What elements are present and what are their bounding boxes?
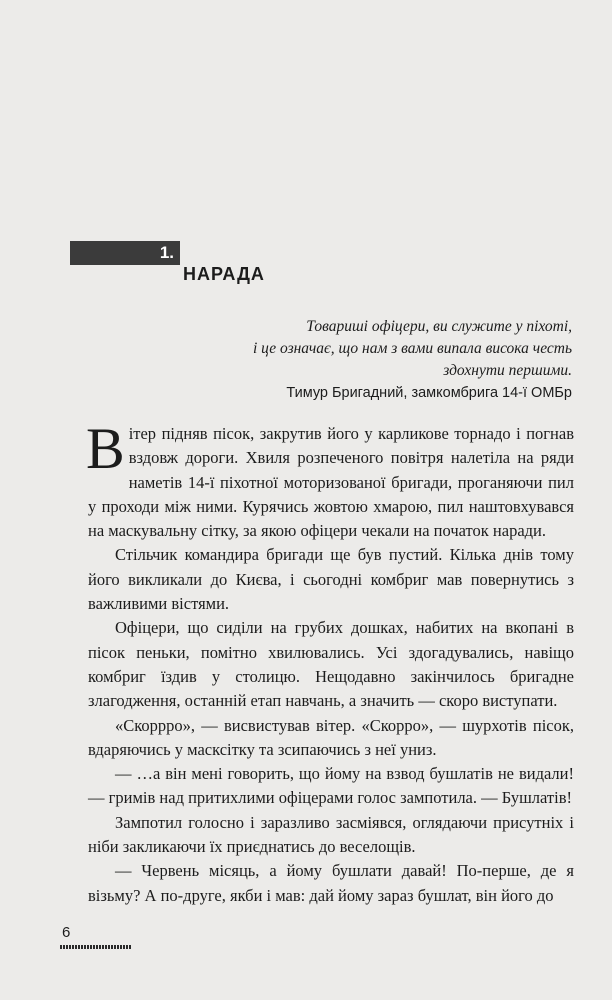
paragraph-text: ітер підняв пісок, закрутив його у карликове торнадо і погнав вздовж дороги. Хвиля розпеченого повітря налетіла на ряди наметів 14-ї піхотної моторизованої бригади, проганяючи пил у проходи між ними. Курячись жовтою хмарою, пил наштовхувався на маскувальну сітку, за якою офіцери чекали на початок наради. [88, 424, 574, 541]
page-number: 6 [62, 924, 71, 941]
paragraph: — Червень місяць, а йому бушлати давай! По-перше, де я візьму? А по-друге, якби і мав: дай йому зараз бушлат, він його до [88, 861, 574, 905]
epigraph-line: і це означає, що нам з вами випала висока честь [252, 340, 572, 357]
epigraph [152, 316, 572, 404]
page-number-rule [60, 945, 132, 949]
paragraph: Стільчик командира бригади ще був пустий. Кілька днів тому його викликали до Києва, і сьогодні комбриг мав повернутись з важливими вістями. [88, 545, 574, 614]
chapter-number-bar [70, 241, 180, 265]
paragraph: «Скоррро», — висвистував вітер. «Скорро», — шурхотів пісок, вдаряючись у масксітку та зсипаючись з неї униз. [88, 715, 574, 759]
paragraph: — …а він мені говорить, що йому на взвод бушлатів не видали! — гримів над притихлими офіцерами голос зампотила. — Бушлатів! [88, 764, 574, 808]
paragraph: Офіцери, що сиділи на грубих дошках, набитих на вкопані в пісок пеньки, помітно хвилювались. Усі здогадувались, навіщо комбриг їздив у столицю. Нещодавно закінчилось бригадне злагодження, останній етап навчань, а значить — скоро виступати. [88, 618, 574, 711]
epigraph-attribution: Тимур Бригадний, замкомбрига 14-ї ОМБр [286, 385, 572, 401]
paragraph [86, 416, 574, 543]
drop-cap: В [86, 416, 125, 481]
chapter-body [86, 416, 574, 908]
epigraph-line: здохнути першими. [443, 362, 572, 379]
epigraph-line: Товариші офіцери, ви служите у піхоті, [306, 318, 572, 335]
chapter-title: НАРАДА [183, 264, 265, 284]
chapter-number: 1. [159, 243, 174, 262]
paragraph: Зампотил голосно і заразливо засміявся, оглядаючи присутніх і ніби закликаючи їх приєднатись до веселощів. [88, 812, 574, 857]
